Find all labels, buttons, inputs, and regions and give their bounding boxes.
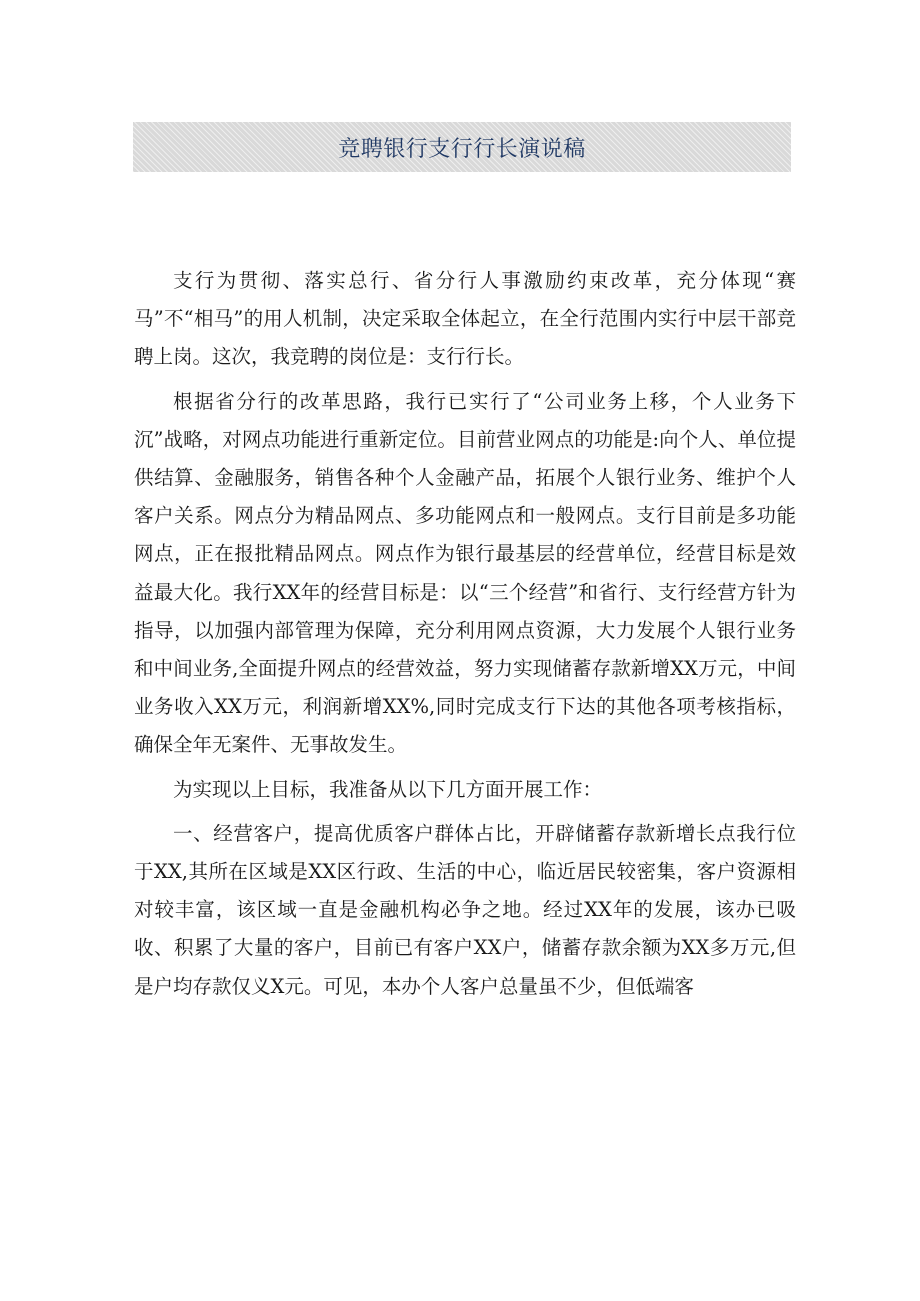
- paragraph-plan-intro: 为实现以上目标，我准备从以下几方面开展工作：: [173, 777, 603, 801]
- document-body: [134, 262, 796, 1012]
- paragraph-point-one: 一、经营客户，提高优质客户群体占比，开辟储蓄存款新增长点我行位于XX,其所在区域是XX区行政、生活的中心，临近居民较密集，客户资源相对较丰富，该区域一直是金融机构必争之地。经过XX年的发展，该办已吸收、积累了大量的客户，目前已有客户XX户，储蓄存款余额为XX多万元,但是户均存款仅义X元。可见，本办个人客户总量虽不少，但低端客: [134, 821, 796, 998]
- document-title: 竞聘银行支行行长演说稿: [338, 136, 586, 162]
- paragraph-intro: 支行为贯彻、落实总行、省分行人事激励约束改革，充分体现“赛马”不“相马”的用人机制，决定采取全体起立，在全行范围内实行中层干部竞聘上岗。这次，我竞聘的岗位是：支行行长。: [134, 269, 796, 369]
- title-banner: [133, 122, 791, 172]
- paragraph-strategy: 根据省分行的改革思路，我行已实行了“公司业务上移，个人业务下沉”战略，对网点功能进行重新定位。目前营业网点的功能是:向个人、单位提供结算、金融服务，销售各种个人金融产品，拓展个人银行业务、维护个人客户关系。网点分为精品网点、多功能网点和一般网点。支行目前是多功能网点，正在报批精品网点。网点作为银行最基层的经营单位，经营目标是效益最大化。我行XX年的经营目标是：以“三个经营”和省行、支行经营方针为指导，以加强内部管理为保障，充分利用网点资源，大力发展个人银行业务和中间业务,全面提升网点的经营效益，努力实现储蓄存款新增XX万元，中间业务收入XX万元，利润新增XX%,同时完成支行下达的其他各项考核指标，确保全年无案件、无事故发生。: [134, 389, 796, 757]
